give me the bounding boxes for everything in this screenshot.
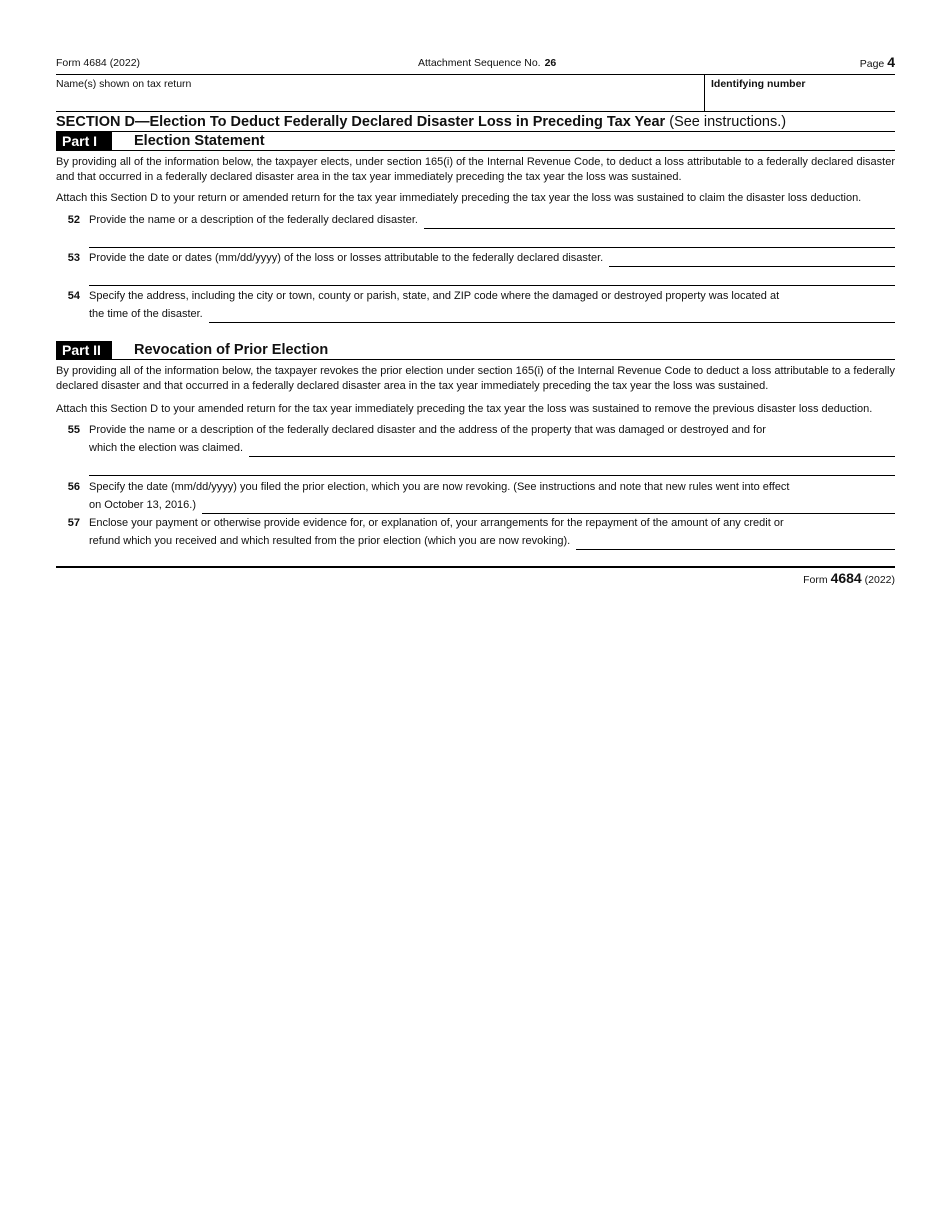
line-number: 52 bbox=[67, 214, 80, 226]
line-text: Provide the name or a description of the federally declared disaster and the address of the property that was damaged or destroyed and for bbox=[89, 424, 766, 436]
part1-title: Election Statement bbox=[134, 133, 265, 149]
page-label: Page bbox=[859, 58, 885, 70]
name-field-label[interactable]: Name(s) shown on tax return bbox=[56, 78, 192, 90]
line-number: 56 bbox=[67, 481, 80, 493]
part2-para2: Attach this Section D to your amended return for the tax year immediately preceding the tax year the loss was sustained to remove the previous disaster loss deduction. bbox=[56, 403, 873, 415]
section-title bbox=[56, 113, 895, 132]
line-56-input[interactable] bbox=[202, 499, 895, 514]
line-text-cont: which the election was claimed. bbox=[89, 442, 244, 454]
part2-header bbox=[56, 341, 895, 360]
line-57 bbox=[56, 514, 895, 550]
attachment-label: Attachment Sequence No. bbox=[418, 57, 541, 69]
line-53-input-continued[interactable] bbox=[89, 267, 895, 286]
line-text: Provide the date or dates (mm/dd/yyyy) of the loss or losses attributable to the federally declared disaster. bbox=[89, 252, 604, 264]
line-56 bbox=[56, 478, 895, 514]
part1-para2: Attach this Section D to your return or amended return for the tax year immediately preceding the tax year the loss was sustained to claim the disaster loss deduction. bbox=[56, 192, 862, 204]
footer-form-number: 4684 bbox=[830, 570, 862, 586]
attachment-sequence bbox=[418, 57, 556, 69]
line-55 bbox=[56, 421, 895, 476]
line-text: Enclose your payment or otherwise provide evidence for, or explanation of, your arrangements for the repayment of the amount of any credit or bbox=[89, 517, 784, 529]
line-53-input[interactable] bbox=[609, 252, 895, 267]
line-55-input[interactable] bbox=[249, 442, 895, 457]
part1-tag: Part I bbox=[56, 132, 112, 150]
page-number bbox=[860, 54, 895, 70]
section-title-text: SECTION D—Election To Deduct Federally Declared Disaster Loss in Preceding Tax Year bbox=[56, 114, 666, 130]
line-54-input[interactable] bbox=[209, 308, 895, 323]
line-number: 57 bbox=[67, 517, 80, 529]
line-text-cont: the time of the disaster. bbox=[89, 308, 203, 320]
line-text: Specify the address, including the city or town, county or parish, state, and ZIP code where the damaged or destroyed property was located at bbox=[89, 290, 780, 302]
line-number: 54 bbox=[67, 290, 80, 302]
page-value: 4 bbox=[887, 54, 895, 70]
line-text-cont: on October 13, 2016.) bbox=[89, 499, 197, 511]
line-53 bbox=[56, 249, 895, 286]
line-number: 55 bbox=[67, 424, 80, 436]
line-55-input-continued[interactable] bbox=[89, 457, 895, 476]
form-label: Form 4684 (2022) bbox=[56, 57, 141, 69]
form-page bbox=[56, 54, 895, 588]
line-text-cont: refund which you received and which resulted from the prior election (which you are now revoking). bbox=[89, 535, 571, 547]
name-id-row bbox=[56, 74, 895, 112]
line-54 bbox=[56, 287, 895, 323]
footer-form-id bbox=[803, 570, 895, 586]
footer-form-word: Form bbox=[803, 574, 828, 586]
line-52 bbox=[56, 211, 895, 248]
line-number: 53 bbox=[67, 252, 80, 264]
part2-title: Revocation of Prior Election bbox=[134, 342, 329, 358]
identifying-number-field[interactable]: Identifying number bbox=[704, 75, 806, 111]
line-text: Specify the date (mm/dd/yyyy) you filed the prior election, which you are now revoking. (See instructions and note that new rules went into effect bbox=[89, 481, 790, 493]
form-header bbox=[56, 54, 895, 74]
line-52-input[interactable] bbox=[424, 214, 895, 229]
part1-para1: By providing all of the information below, the taxpayer elects, under section 165(i) of the Internal Revenue Code, to deduct a loss attributable to a federally declared disaster and that occurred in a federally declared disaster area in the tax year immediately preceding the tax year the loss was sustained. bbox=[56, 156, 895, 183]
part2-para1: By providing all of the information below, the taxpayer revokes the prior election under section 165(i) of the Internal Revenue Code to deduct a loss attributable to a federally declared disaster and that occurred in a federally declared disaster area in the tax year immediately preceding the tax year the loss was sustained. bbox=[56, 365, 895, 392]
part2-tag: Part II bbox=[56, 341, 112, 359]
attachment-number: 26 bbox=[544, 57, 557, 69]
line-text: Provide the name or a description of the federally declared disaster. bbox=[89, 214, 418, 226]
section-note: (See instructions.) bbox=[669, 114, 787, 130]
form-footer bbox=[56, 566, 895, 588]
footer-year: (2022) bbox=[864, 574, 895, 586]
part1-header bbox=[56, 132, 895, 151]
line-52-input-continued[interactable] bbox=[89, 229, 895, 248]
line-57-input[interactable] bbox=[576, 535, 895, 550]
